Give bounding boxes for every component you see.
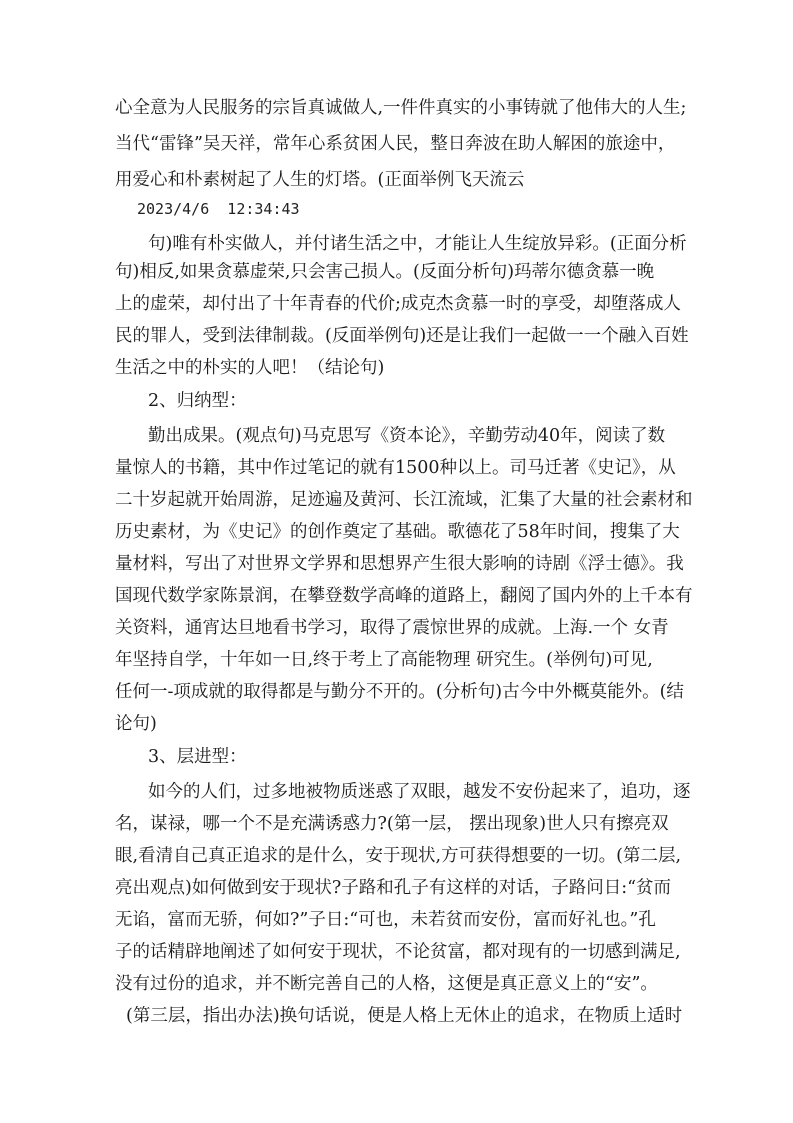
text-line-13: 历史素材，为《史记》的创作奠定了基础。歌德花了58年时间，搜集了大 — [115, 522, 680, 542]
text-line-11: 量惊人的书籍，其中作过笔记的就有1500种以上。司马迁著《史记》，从 — [115, 458, 676, 478]
section-heading-inductive: 2、归纳型： — [148, 391, 247, 411]
text-line-23: 眼,看清自己真正追求的是什么，安于现状,方可获得想要的一切。(第二层, — [115, 846, 682, 866]
text-line-25: 无谄，富而无骄，何如?”子日:“可也，未若贫而安份，富而好礼也。”孔 — [115, 910, 656, 930]
text-line-27: 没有过份的追求，并不断完善自己的人格，这便是真正意义上的“安”。 — [115, 974, 658, 994]
text-line-6: 上的虚荣，却付出了十年青春的代价;成克杰贪慕一时的享受，却堕落成人 — [115, 294, 681, 314]
text-line-1: 心全意为人民服务的宗旨真诚做人,一件件真实的小事铸就了他伟大的人生; — [115, 98, 687, 118]
text-line-16: 关资料，通宵达旦地看书学习，取得了震惊世界的成就。上海.一个 女青 — [115, 618, 669, 638]
text-line-15: 国现代数学家陈景润，在攀登数学高峰的道路上，翻阅了国内外的上千本有 — [115, 586, 693, 606]
text-line-5: 句)相反,如果贪慕虚荣,只会害己损人。(反面分析句)玛蒂尔德贪慕一晚 — [115, 262, 655, 282]
text-line-3: 用爱心和朴素树起了人生的灯塔。(正面举例飞天流云 — [115, 170, 525, 190]
text-line-21: 如今的人们，过多地被物质迷惑了双眼，越发不安份起来了，追功，逐 — [148, 782, 691, 802]
text-line-2: 当代“雷锋”吴天祥，常年心系贫困人民，整日奔波在助人解困的旅途中， — [115, 134, 676, 154]
text-line-24: 亮出观点)如何做到安于现状?子路和孔子有这样的对话，子路问日:“贫而 — [115, 878, 672, 898]
text-line-10: 勤出成果。(观点句)马克思写《资本论》，辛勤劳动40年，阅读了数 — [148, 426, 666, 446]
text-line-18: 任何一-项成就的取得都是与勤分不开的。(分析句)古今中外概莫能外。(结 — [115, 682, 684, 702]
text-line-14: 量材料，写出了对世界文学界和思想界产生很大影响的诗剧《浮士德》。我 — [115, 554, 684, 574]
text-line-12: 二十岁起就开始周游，足迹遍及黄河、长江流域，汇集了大量的社会素材和 — [115, 490, 693, 510]
text-line-7: 民的罪人，受到法律制裁。(反面举例句)还是让我们一起做一一个融入百姓 — [115, 326, 689, 346]
text-line-8: 生活之中的朴实的人吧！（结论句) — [115, 358, 385, 378]
text-line-22: 名，谋禄，哪一个不是充满诱惑力?(第一层， 摆出现象)世人只有擦亮双 — [115, 814, 669, 834]
text-line-17: 年坚持自学，十年如一日,终于考上了高能物理 研究生。(举例句)可见, — [115, 650, 653, 670]
text-line-4: 句)唯有朴实做人，并付诸生活之中，才能让人生绽放异彩。(正面分析 — [148, 234, 687, 254]
text-line-19: 论句) — [115, 714, 157, 734]
section-heading-progressive: 3、层进型： — [148, 747, 247, 767]
text-line-28: (第三层，指出办法)换句话说，便是人格上无休止的追求，在物质上适时 — [126, 1006, 683, 1026]
text-line-26: 子的话精辟地阐述了如何安于现状，不论贫富，都对现有的一切感到满足, — [115, 942, 681, 962]
timestamp: 2023/4/6 12:34:43 — [137, 200, 300, 218]
